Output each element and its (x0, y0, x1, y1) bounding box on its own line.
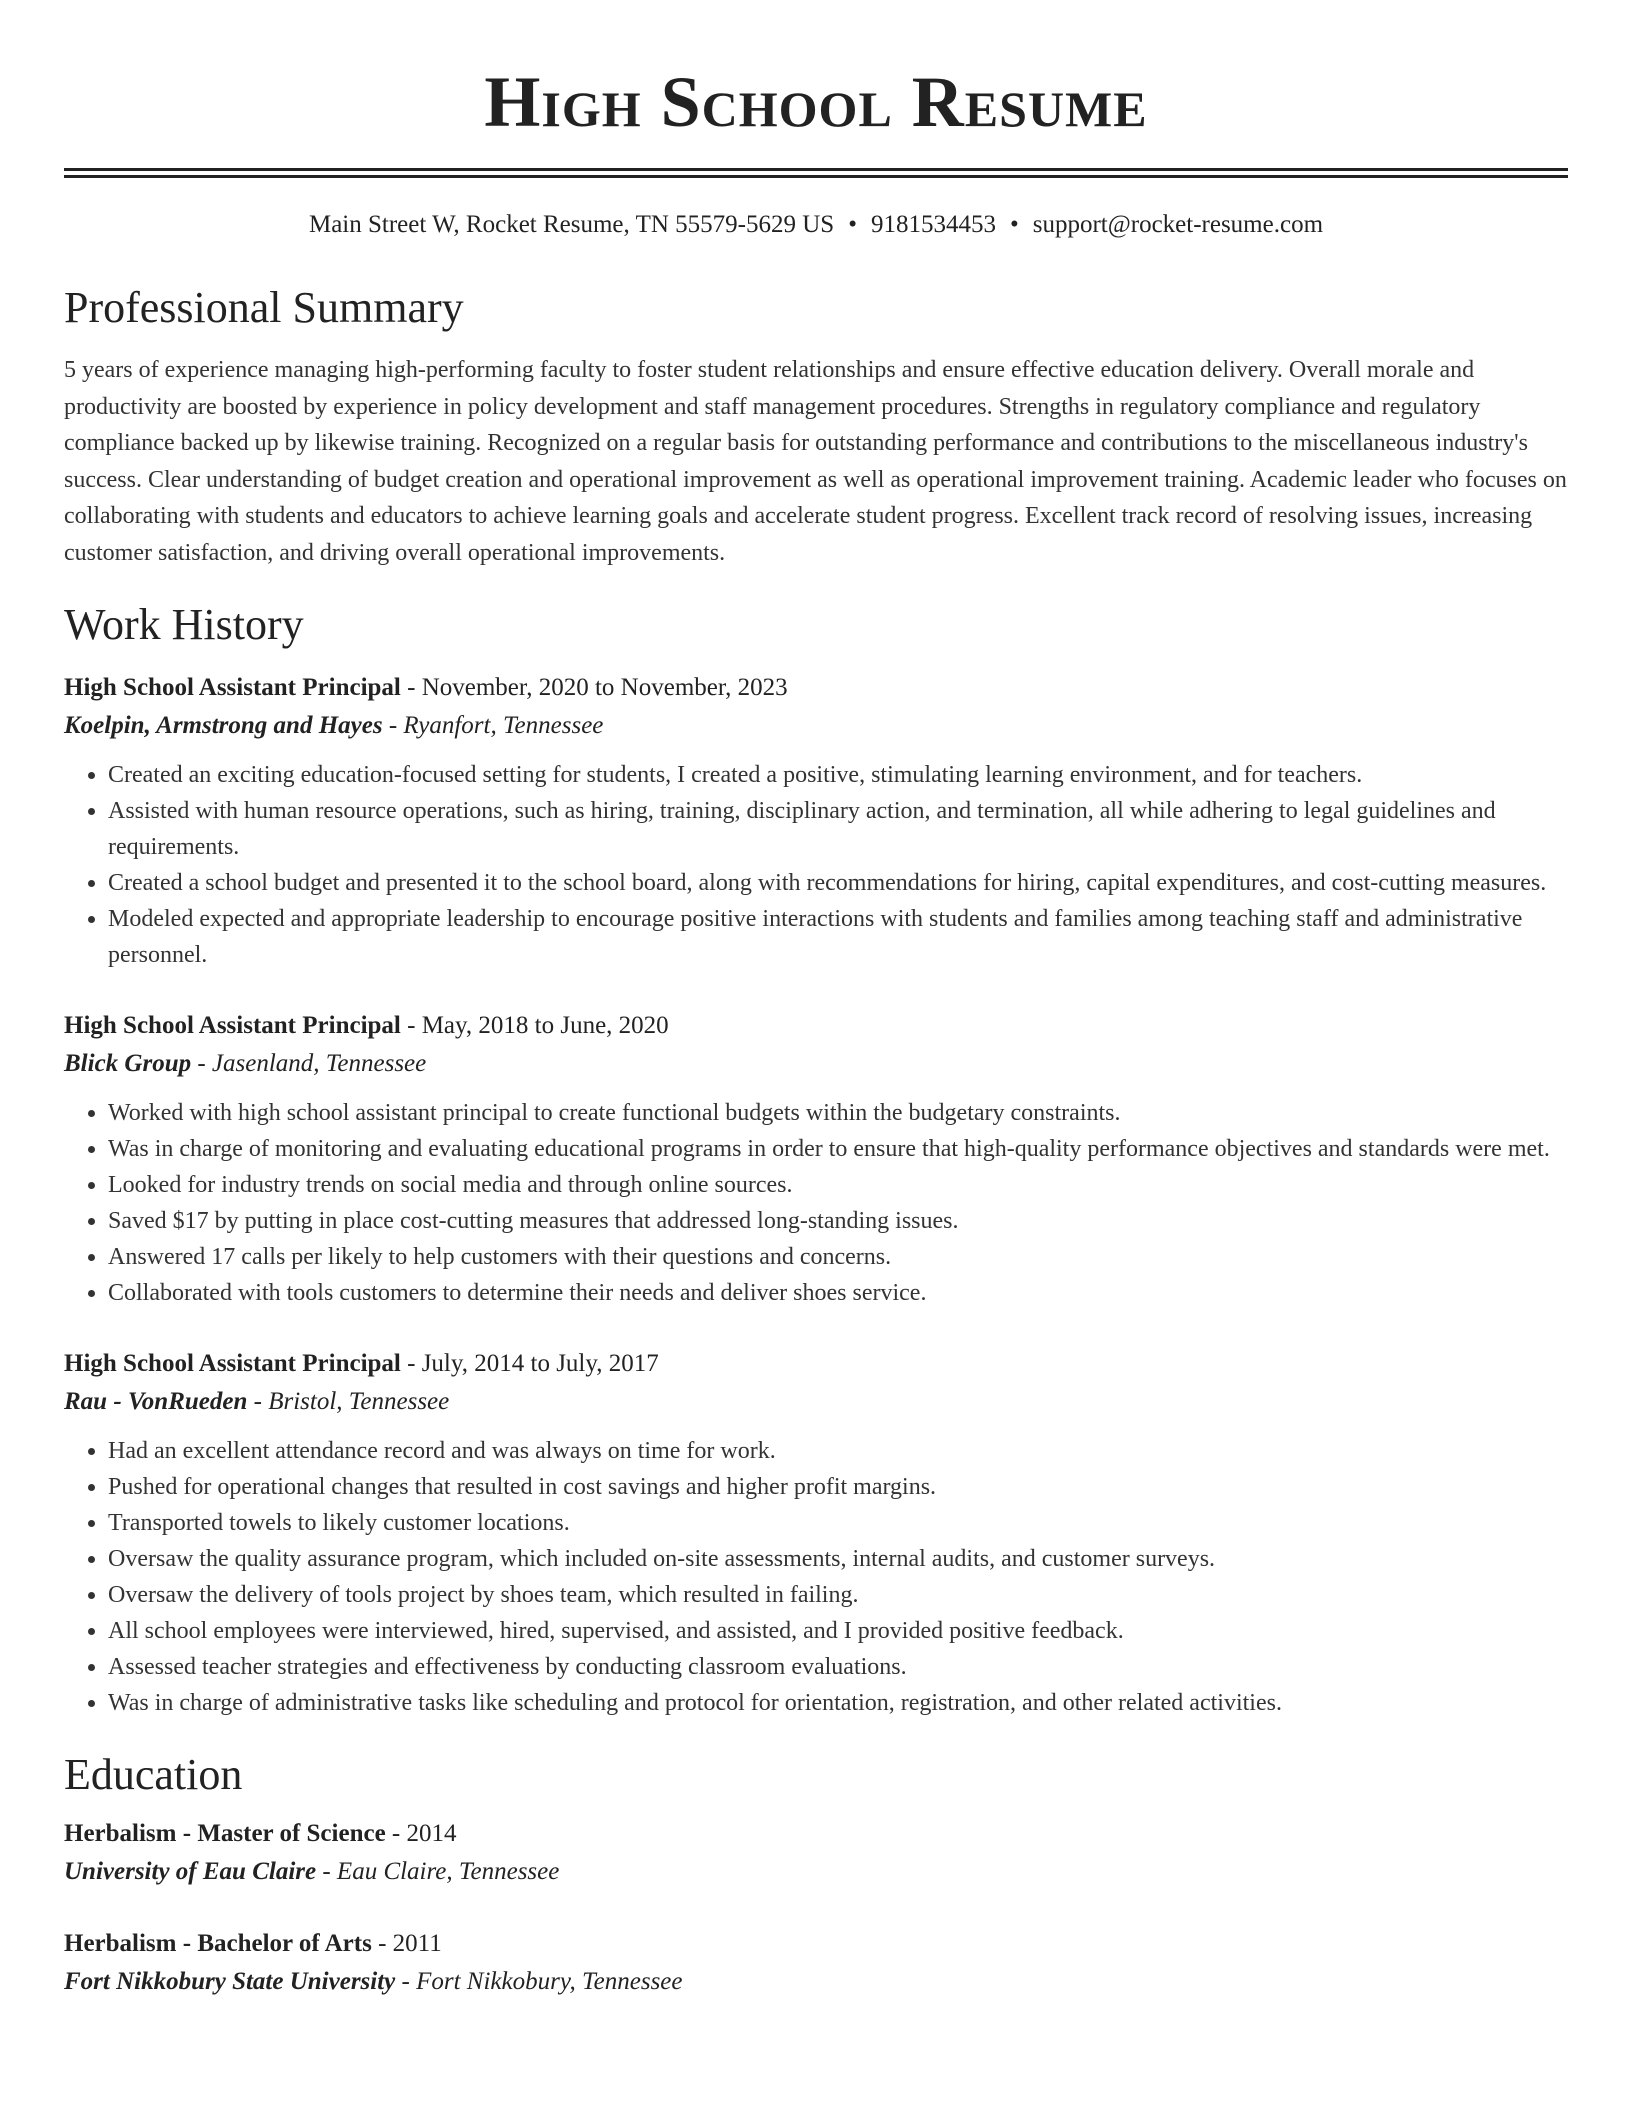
job-bullet: • Created an exciting education-focused setting for students, I created a positive, stimulating learning environment, and for teachers. (108, 757, 1568, 793)
job-title-line (64, 1007, 1568, 1045)
summary-text: 5 years of experience managing high-performing faculty to foster student relationships and ensure effective education delivery. Overall morale and productivity are boosted by experience in policy development and staff management procedures. Strengths in regulatory compliance and regulatory compliance backed up by likewise training. Recognized on a regular basis for outstanding performance and contributions to the miscellaneous industry's success. Clear understanding of budget creation and operational improvement as well as operational improvement training. Academic leader who focuses on collaborating with students and educators to achieve learning goals and accelerate student progress. Excellent track record of resolving issues, increasing customer satisfaction, and driving overall operational improvements. (64, 357, 1567, 566)
job-bullet: • Collaborated with tools customers to determine their needs and deliver shoes service. (108, 1275, 1568, 1311)
employer-location: - Jasenland, Tennessee (191, 1050, 427, 1077)
job-title-line (64, 1345, 1568, 1383)
contact-separator: • (1009, 211, 1019, 238)
job-bullet: • Had an excellent attendance record and was always on time for work. (108, 1433, 1568, 1469)
employer-line (64, 707, 1568, 745)
degree-line (64, 1925, 1568, 1963)
job-bullet: • Assessed teacher strategies and effectiveness by conducting classroom evaluations. (108, 1649, 1568, 1685)
contact-separator: • (848, 211, 857, 238)
job-bullet: • Oversaw the delivery of tools project by shoes team, which resulted in failing. (108, 1577, 1568, 1613)
job-bullet: • Was in charge of monitoring and evaluating educational programs in order to ensure that high-quality performance objectives and standards were met. (108, 1131, 1568, 1167)
school-name: University of Eau Claire (64, 1858, 317, 1885)
degree-name: Herbalism - Bachelor of Arts (64, 1930, 372, 1957)
education-entry (64, 1815, 1568, 1891)
contact-phone: 9181534453 (870, 211, 996, 238)
job-title: High School Assistant Principal (64, 1012, 401, 1039)
job-bullet: • Oversaw the quality assurance program, which included on-site assessments, internal audits, and customer surveys. (108, 1541, 1568, 1577)
job-bullet: • Assisted with human resource operations, such as hiring, training, disciplinary action, and termination, all while adhering to legal guidelines and requirements. (108, 793, 1568, 865)
job-bullet: • Looked for industry trends on social media and through online sources. (108, 1167, 1568, 1203)
employer-name: Blick Group (64, 1050, 192, 1077)
school-line (64, 1853, 1568, 1891)
job-dates: - July, 2014 to July, 2017 (400, 1350, 659, 1377)
education-entry (64, 1925, 1568, 2001)
job-entry (64, 1007, 1568, 1311)
degree-year: - 2011 (371, 1930, 442, 1957)
title-double-rule (64, 168, 1568, 178)
education-heading: Education (64, 1750, 243, 1799)
job-title-line (64, 669, 1568, 707)
job-bullet: • Modeled expected and appropriate leadership to encourage positive interactions with students and families among teaching staff and administrative personnel. (108, 901, 1568, 973)
job-bullet: • All school employees were interviewed, hired, supervised, and assisted, and I provided positive feedback. (108, 1613, 1568, 1649)
employer-name: Rau - VonRueden (64, 1388, 248, 1415)
employer-name: Koelpin, Armstrong and Hayes (64, 712, 383, 739)
summary-heading: Professional Summary (64, 283, 464, 332)
job-bullets (64, 1095, 1568, 1311)
job-bullet: • Answered 17 calls per likely to help customers with their questions and concerns. (108, 1239, 1568, 1275)
degree-name: Herbalism - Master of Science (64, 1820, 386, 1847)
work-history-heading: Work History (64, 600, 304, 649)
job-dates: - May, 2018 to June, 2020 (400, 1012, 669, 1039)
employer-line (64, 1383, 1568, 1421)
degree-year: - 2014 (385, 1820, 457, 1847)
job-entry (64, 669, 1568, 973)
school-name: Fort Nikkobury State University (64, 1968, 396, 1995)
job-bullets (64, 757, 1568, 973)
job-bullet: • Transported towels to likely customer locations. (108, 1505, 1568, 1541)
job-bullet: • Pushed for operational changes that resulted in cost savings and higher profit margins. (108, 1469, 1568, 1505)
school-line (64, 1963, 1568, 2001)
school-location: - Fort Nikkobury, Tennessee (395, 1968, 683, 1995)
contact-line (64, 208, 1568, 242)
resume-title: High School Resume (484, 62, 1148, 142)
school-location: - Eau Claire, Tennessee (316, 1858, 560, 1885)
employer-line (64, 1045, 1568, 1083)
job-entry (64, 1345, 1568, 1721)
job-title: High School Assistant Principal (64, 674, 401, 701)
degree-line (64, 1815, 1568, 1853)
employer-location: - Ryanfort, Tennessee (382, 712, 604, 739)
contact-address: Main Street W, Rocket Resume, TN 55579-5629 US (308, 211, 835, 238)
job-title: High School Assistant Principal (64, 1350, 401, 1377)
job-bullet: • Worked with high school assistant principal to create functional budgets within the budgetary constraints. (108, 1095, 1568, 1131)
employer-location: - Bristol, Tennessee (247, 1388, 450, 1415)
job-dates: - November, 2020 to November, 2023 (400, 674, 788, 701)
job-bullet: • Created a school budget and presented it to the school board, along with recommendations for hiring, capital expenditures, and cost-cutting measures. (108, 865, 1568, 901)
job-bullet: • Was in charge of administrative tasks like scheduling and protocol for orientation, registration, and other related activities. (108, 1685, 1568, 1721)
job-bullets (64, 1433, 1568, 1721)
contact-email: support@rocket-resume.com (1032, 211, 1324, 238)
job-bullet: • Saved $17 by putting in place cost-cutting measures that addressed long-standing issues. (108, 1203, 1568, 1239)
